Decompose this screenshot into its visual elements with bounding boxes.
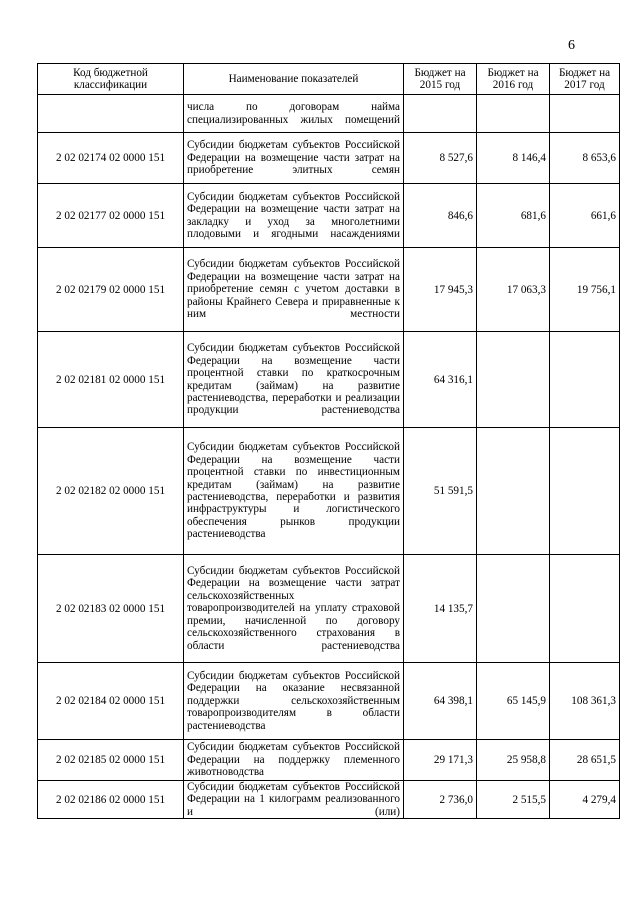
header-2017: Бюджет на 2017 год bbox=[550, 64, 620, 95]
row-budget-2017: 4 279,4 bbox=[550, 781, 620, 819]
row-budget-2015: 51 591,5 bbox=[404, 428, 477, 555]
row-code: 2 02 02182 02 0000 151 bbox=[38, 428, 184, 555]
budget-table bbox=[37, 63, 620, 819]
row-budget-2017: 661,6 bbox=[550, 184, 620, 248]
table-row bbox=[38, 95, 620, 133]
row-code: 2 02 02184 02 0000 151 bbox=[38, 663, 184, 740]
row-budget-2016: 681,6 bbox=[477, 184, 550, 248]
row-code: 2 02 02183 02 0000 151 bbox=[38, 555, 184, 663]
table-row bbox=[38, 248, 620, 332]
table-row bbox=[38, 184, 620, 248]
row-name: Субсидии бюджетам субъектов Российской Федерации на 1 килограмм реализованного и (или) bbox=[184, 781, 404, 819]
row-name: Субсидии бюджетам субъектов Российской Федерации на поддержку племенного животноводства bbox=[184, 740, 404, 781]
row-budget-2015: 846,6 bbox=[404, 184, 477, 248]
row-budget-2017: 28 651,5 bbox=[550, 740, 620, 781]
row-budget-2016 bbox=[477, 95, 550, 133]
table-row bbox=[38, 133, 620, 184]
row-budget-2016: 2 515,5 bbox=[477, 781, 550, 819]
page-number: 6 bbox=[568, 38, 575, 53]
header-code: Код бюджетной классификации bbox=[38, 64, 184, 95]
row-budget-2015: 29 171,3 bbox=[404, 740, 477, 781]
row-budget-2016: 8 146,4 bbox=[477, 133, 550, 184]
header-name: Наименование показателей bbox=[184, 64, 404, 95]
row-budget-2017: 8 653,6 bbox=[550, 133, 620, 184]
table-row bbox=[38, 332, 620, 428]
row-budget-2015: 2 736,0 bbox=[404, 781, 477, 819]
row-budget-2015: 64 398,1 bbox=[404, 663, 477, 740]
row-name: Субсидии бюджетам субъектов Российской Федерации на возмещение части затрат на приобретение семян с учетом доставки в районы Крайнего Севера и приравненные к ним местности bbox=[184, 248, 404, 332]
row-budget-2016: 25 958,8 bbox=[477, 740, 550, 781]
row-budget-2015: 14 135,7 bbox=[404, 555, 477, 663]
row-budget-2016 bbox=[477, 555, 550, 663]
row-code: 2 02 02174 02 0000 151 bbox=[38, 133, 184, 184]
table-row bbox=[38, 663, 620, 740]
row-budget-2016 bbox=[477, 428, 550, 555]
row-code: 2 02 02177 02 0000 151 bbox=[38, 184, 184, 248]
row-budget-2017: 19 756,1 bbox=[550, 248, 620, 332]
row-budget-2015: 17 945,3 bbox=[404, 248, 477, 332]
row-name: числа по договорам найма специализированных жилых помещений bbox=[184, 95, 404, 133]
table-row bbox=[38, 781, 620, 819]
row-code: 2 02 02181 02 0000 151 bbox=[38, 332, 184, 428]
row-budget-2017 bbox=[550, 428, 620, 555]
row-budget-2017 bbox=[550, 332, 620, 428]
row-budget-2016 bbox=[477, 332, 550, 428]
row-budget-2015: 64 316,1 bbox=[404, 332, 477, 428]
row-budget-2017: 108 361,3 bbox=[550, 663, 620, 740]
table-row bbox=[38, 555, 620, 663]
row-name: Субсидии бюджетам субъектов Российской Федерации на возмещение части затрат на закладку и уход за многолетними плодовыми и ягодными насаждениями bbox=[184, 184, 404, 248]
row-budget-2017 bbox=[550, 555, 620, 663]
row-name: Субсидии бюджетам субъектов Российской Федерации на возмещение части процентной ставки по инвестиционным кредитам (займам) на развитие растениеводства, переработки и развития инфраструктуры и логистического обеспечения рынков продукции растениеводства bbox=[184, 428, 404, 555]
row-name: Субсидии бюджетам субъектов Российской Федерации на оказание несвязанной поддержки сельскохозяйственным товаропроизводителям в области растениеводства bbox=[184, 663, 404, 740]
row-budget-2017 bbox=[550, 95, 620, 133]
row-code: 2 02 02185 02 0000 151 bbox=[38, 740, 184, 781]
table-row bbox=[38, 740, 620, 781]
row-name: Субсидии бюджетам субъектов Российской Федерации на возмещение части процентной ставки по краткосрочным кредитам (займам) на развитие растениеводства, переработки и реализации продукции растениеводства bbox=[184, 332, 404, 428]
table-header-row bbox=[38, 64, 620, 95]
header-2016: Бюджет на 2016 год bbox=[477, 64, 550, 95]
row-name: Субсидии бюджетам субъектов Российской Федерации на возмещение части затрат на приобретение элитных семян bbox=[184, 133, 404, 184]
row-name: Субсидии бюджетам субъектов Российской Федерации на возмещение части затрат сельскохозяйственных товаропроизводителей на уплату страховой премии, начисленной по договору сельскохозяйственного страхования в области растениеводства bbox=[184, 555, 404, 663]
row-budget-2016: 65 145,9 bbox=[477, 663, 550, 740]
row-budget-2015 bbox=[404, 95, 477, 133]
row-code: 2 02 02179 02 0000 151 bbox=[38, 248, 184, 332]
table-row bbox=[38, 428, 620, 555]
row-budget-2015: 8 527,6 bbox=[404, 133, 477, 184]
row-code bbox=[38, 95, 184, 133]
row-budget-2016: 17 063,3 bbox=[477, 248, 550, 332]
row-code: 2 02 02186 02 0000 151 bbox=[38, 781, 184, 819]
header-2015: Бюджет на 2015 год bbox=[404, 64, 477, 95]
